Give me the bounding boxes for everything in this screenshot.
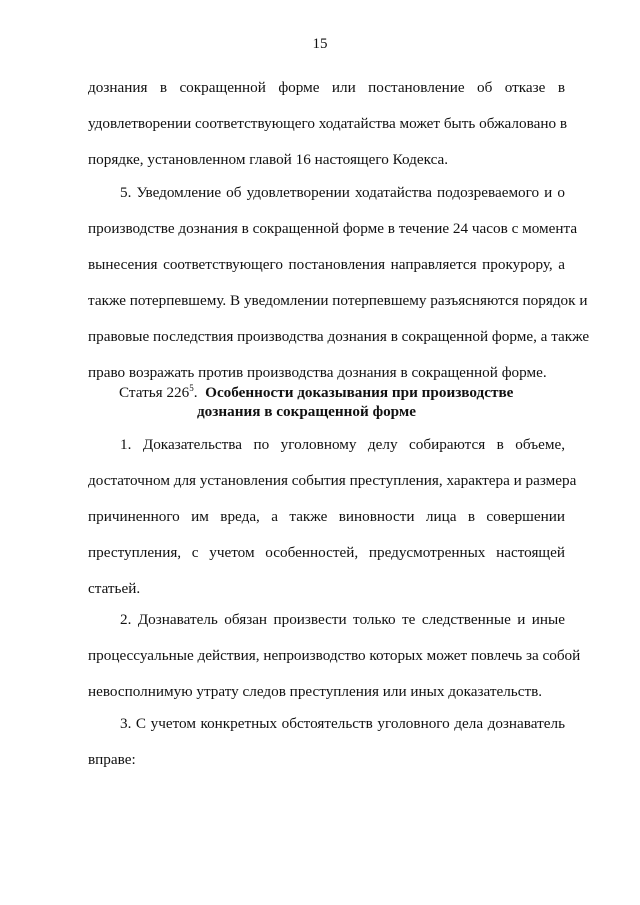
text-line: право возражать против производства дознания в сокращенной форме. [88, 364, 547, 381]
text-line: также потерпевшему. В уведомлении потерпевшему разъясняются порядок и [88, 292, 588, 309]
text-line: причиненного им вреда, а также виновности лица в совершении [88, 508, 565, 525]
text-line: производстве дознания в сокращенной форме в течение 24 часов с момента [88, 220, 578, 237]
text-line: 1. Доказательства по уголовному делу собираются в объеме, [120, 436, 565, 453]
article-title-line2: дознания в сокращенной форме [197, 403, 416, 420]
paragraph-continuation [88, 70, 568, 178]
page-number: 15 [312, 36, 328, 52]
text-line: удовлетворении соответствующего ходатайства может быть обжаловано в [88, 115, 568, 132]
article-title-line1: Особенности доказывания при производстве [205, 384, 514, 401]
article-superscript: 5 [189, 382, 194, 393]
text-line: невосполнимую утрату следов преступления или иных доказательств. [88, 683, 543, 700]
text-line: 3. С учетом конкретных обстоятельств уголовного дела дознаватель [120, 715, 565, 732]
text-line: порядке, установленном главой 16 настоящего Кодекса. [88, 151, 449, 168]
text-line: процессуальные действия, непроизводство которых может повлечь за собой [88, 647, 581, 664]
paragraph-item-1 [88, 427, 577, 607]
article-number: Статья 226 [119, 384, 190, 401]
text-line: статьей. [88, 580, 141, 597]
text-line: 5. Уведомление об удовлетворении ходатайства подозреваемого и о [120, 184, 565, 201]
text-line: вынесения соответствующего постановления направляется прокурору, а [88, 256, 565, 273]
text-line: дознания в сокращенной форме или постановление об отказе в [88, 79, 565, 96]
text-line: вправе: [88, 751, 136, 768]
text-line: правовые последствия производства дознания в сокращенной форме, а также [88, 328, 590, 345]
paragraph-item-2 [88, 602, 581, 710]
article-heading: Статья $226^5$. Особенности доказывания при производстве дознания в сокращенной форме [119, 382, 514, 420]
text-line: 2. Дознаватель обязан произвести только те следственные и иные [120, 611, 565, 628]
paragraph-item-3 [88, 706, 565, 778]
text-line: преступления, с учетом особенностей, предусмотренных настоящей [88, 544, 565, 561]
text-line: достаточном для установления события преступления, характера и размера [88, 472, 577, 489]
paragraph-item-5 [88, 175, 590, 391]
